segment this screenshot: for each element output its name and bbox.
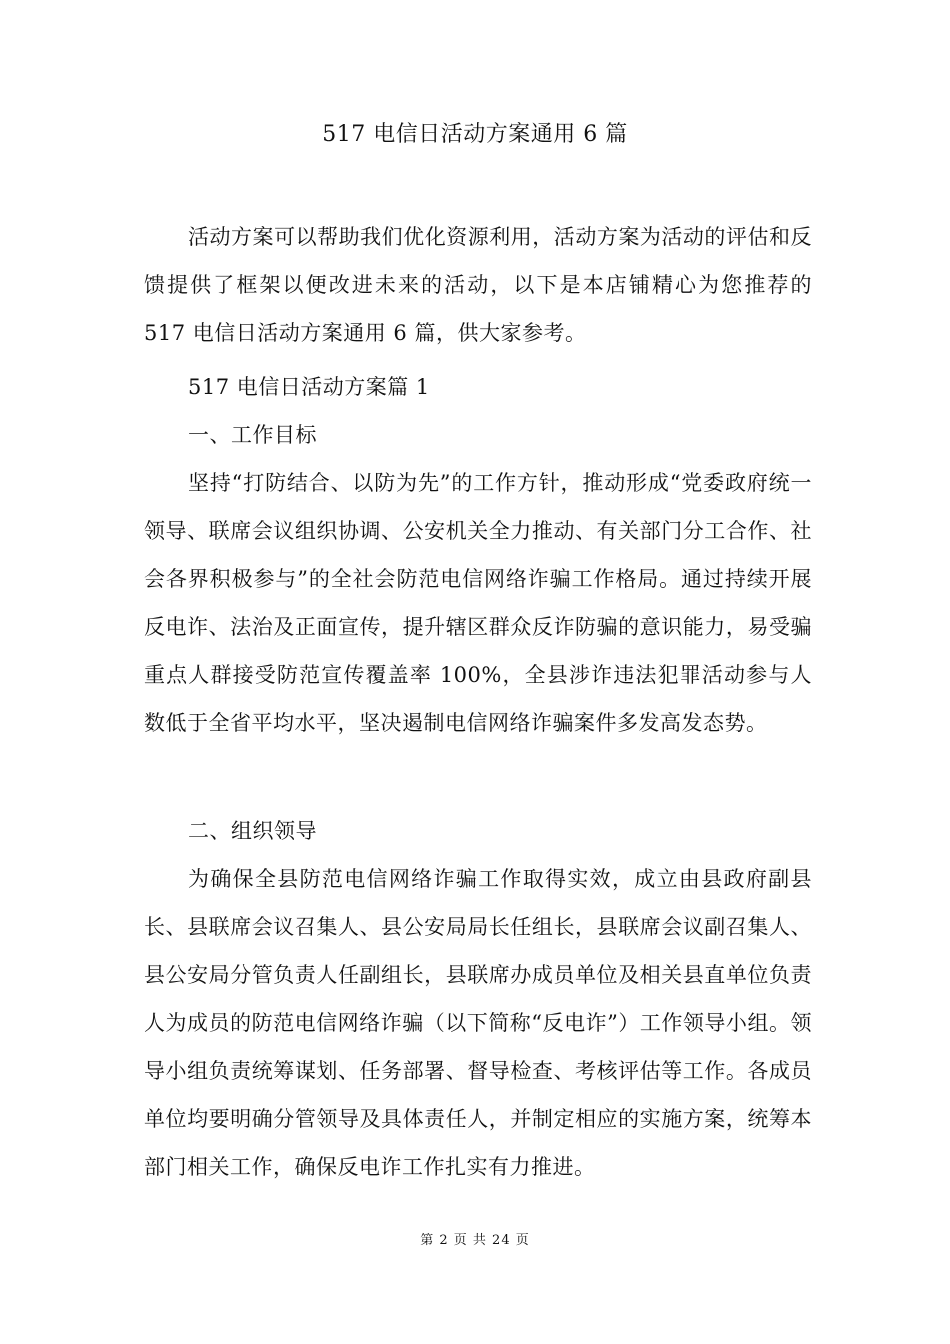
paragraph-work-goal: 坚持“打防结合、以防为先”的工作方针，推动形成“党委政府统一领导、联席会议组织协调、公安机关全力推动、有关部门分工合作、社会各界积极参与”的全社会防范电信网络诈骗工作格局。通过持续开展反电诈、法治及正面宣传，提升辖区群众反诈防骗的意识能力，易受骗重点人群接受防范宣传覆盖率 100%，全县涉诈违法犯罪活动参与人数低于全省平均水平，坚决遏制电信网络诈骗案件多发高发态势。 bbox=[144, 471, 812, 735]
intro-paragraph: 活动方案可以帮助我们优化资源利用，活动方案为活动的评估和反馈提供了框架以便改进未来的活动，以下是本店铺精心为您推荐的 517 电信日活动方案通用 6 篇，供大家参考。 bbox=[144, 225, 812, 345]
heading-organization: 二、组织领导 bbox=[188, 819, 317, 843]
heading-work-goal: 一、工作目标 bbox=[188, 423, 317, 447]
section-heading: 517 电信日活动方案篇 1 bbox=[188, 375, 430, 399]
paragraph-organization: 为确保全县防范电信网络诈骗工作取得实效，成立由县政府副县长、县联席会议召集人、县公安局局长任组长，县联席会议副召集人、县公安局分管负责人任副组长，县联席办成员单位及相关县直单位负责人为成员的防范电信网络诈骗（以下简称“反电诈”）工作领导小组。领导小组负责统筹谋划、任务部署、督导检查、考核评估等工作。各成员单位均要明确分管领导及具体责任人，并制定相应的实施方案，统筹本部门相关工作，确保反电诈工作扎实有力推进。 bbox=[144, 867, 812, 1179]
page-footer: 第 2 页 共 24 页 bbox=[420, 1233, 530, 1248]
document-title: 517 电信日活动方案通用 6 篇 bbox=[322, 122, 628, 147]
